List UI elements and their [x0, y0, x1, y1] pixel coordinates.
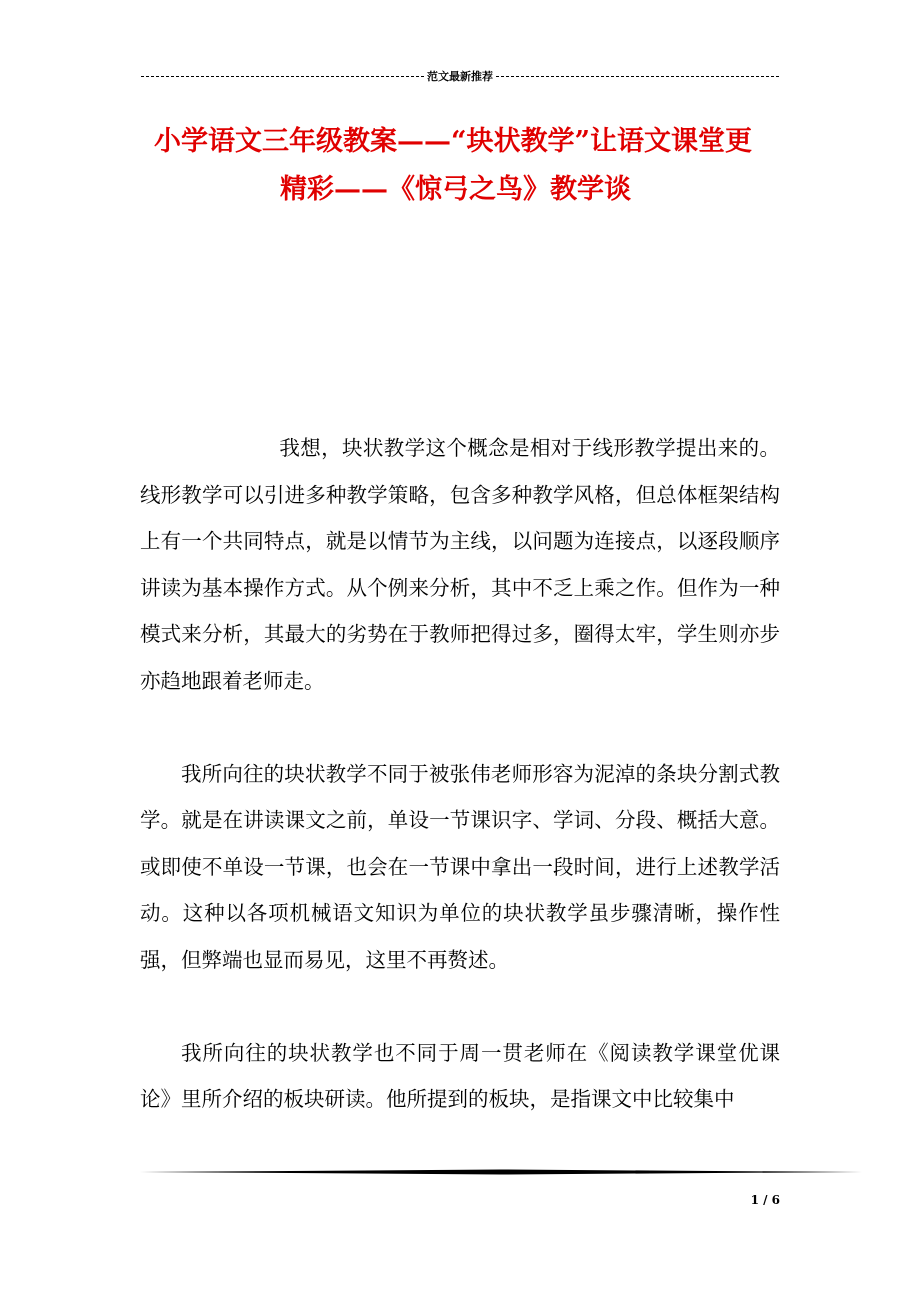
title-line-1: 小学语文三年级教案——“块状教学”让语文课堂更	[154, 126, 753, 157]
header-label: 范文最新推荐	[427, 70, 493, 83]
page-number: 1 / 6	[750, 1193, 780, 1207]
header-dashes-right	[496, 76, 779, 77]
paragraph: 我所向往的块状教学不同于被张伟老师形容为泥淖的条块分割式教学。就是在讲读课文之前，单设一节课识字、学词、分段、概括大意。或即使不单设一节课，也会在一节课中拿出一段时间，进行上述教学活动。这种以各项机械语文知识为单位的块状教学虽步骤清晰，操作性强，但弊端也显而易见，这里不再赘述。	[140, 761, 780, 972]
footer-rule	[140, 1168, 862, 1176]
paragraph: 我所向往的块状教学也不同于周一贯老师在《阅读教学课堂优课论》里所介绍的板块研读。他所提到的板块，是指课文中比较集中	[140, 1040, 780, 1112]
page-header	[140, 68, 780, 84]
document-body	[140, 425, 780, 1169]
paragraph: 我想，块状教学这个概念是相对于线形教学提出来的。线形教学可以引进多种教学策略，包含多种教学风格，但总体框架结构上有一个共同特点，就是以情节为主线，以问题为连接点，以逐段顺序讲读为基本操作方式。从个例来分析，其中不乏上乘之作。但作为一种模式来分析，其最大的劣势在于教师把得过多，圈得太牢，学生则亦步亦趋地跟着老师走。	[140, 436, 780, 693]
header-dashes-left	[141, 76, 424, 77]
title-line-2: 精彩——《惊弓之鸟》教学谈	[280, 174, 631, 205]
document-title	[140, 118, 780, 214]
